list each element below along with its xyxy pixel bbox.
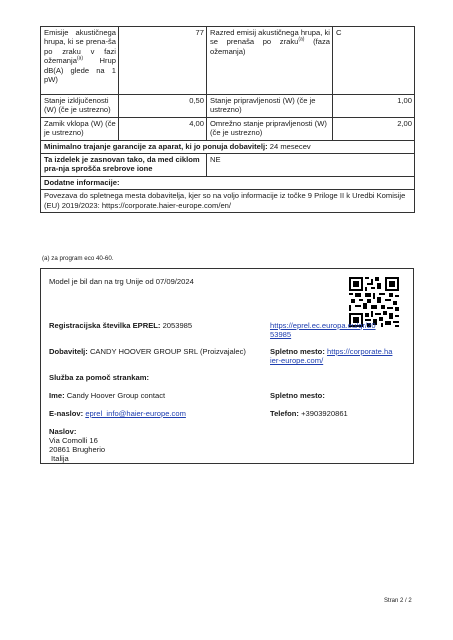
warranty-label: Minimalno trajanje garancije za aparat, ki jo ponuja dobavitelj: [44, 141, 268, 151]
noise-emission-label: Emisije akustičnega hrupa, ki se prena-ša po zraku v fazi ožemanja$^{(a)}$ Hrup dB(A) glede na 1 pW) [41, 27, 119, 95]
delay-start-label: Zamik vklopa (W) (če je ustrezno) [41, 117, 119, 140]
table-row [41, 27, 415, 95]
table-row [41, 140, 415, 153]
table-row [41, 154, 415, 177]
website-link-cont[interactable]: ier-europe.com/ [270, 356, 324, 366]
table-row [41, 176, 415, 189]
standby-value: 1,00 [333, 95, 415, 118]
networked-standby-label: Omrežno stanje pripravljenosti (W) (če je ustrezno) [207, 117, 333, 140]
address-street: Via Comolli 16 [49, 436, 98, 445]
service-website-label: Spletno mesto: [270, 391, 325, 400]
additional-info-label: Dodatne informacije: [41, 176, 415, 189]
table-row [41, 190, 415, 213]
address-city: 20861 Brugherio [49, 445, 106, 454]
table-row [41, 117, 415, 140]
delay-start-value: 4,00 [119, 117, 207, 140]
page-number: Stran 2 / 2 [384, 598, 412, 604]
email-line: E-naslov: eprel_info@haier-europe.com [49, 409, 186, 418]
address-label: Naslov: [49, 427, 77, 436]
email-link[interactable]: eprel_info@haier-europe.com [85, 409, 186, 418]
off-mode-label: Stanje izklju​čenosti (W) (če je ustrezno) [41, 95, 119, 118]
footnote: (a) za program eco 40-60. [42, 255, 114, 262]
silver-ions-label: Ta izdelek je zasnovan tako, da med ciklom pra-nja sprošča srebrove ione [41, 154, 207, 177]
standby-label: Stanje pripravljenosti (W) (če je ustrezno) [207, 95, 333, 118]
phone-line: Telefon: +3903920861 [270, 409, 348, 418]
spec-table [40, 26, 415, 213]
qr-code-icon[interactable] [349, 277, 399, 327]
noise-emission-value: 77 [119, 27, 207, 95]
supplier-info-box [40, 268, 414, 464]
off-mode-value: 0,50 [119, 95, 207, 118]
website-link[interactable]: https://corporate.ha [326, 347, 393, 356]
silver-ions-value: NE [207, 154, 415, 177]
supplier-line: Dobavitelj: CANDY HOOVER GROUP SRL (Proizvajalec) [49, 347, 246, 356]
networked-standby-value: 2,00 [333, 117, 415, 140]
contact-name-line: Ime: Candy Hoover Group contact [49, 391, 166, 400]
table-row [41, 95, 415, 118]
customer-service-label: Služba za pomoč strankam: [49, 373, 150, 382]
warranty-value: 24 mesecev [269, 141, 311, 151]
website-line: Spletno mesto: https://corporate.ha ier-europe.com/ [270, 347, 393, 366]
warranty-cell [41, 140, 415, 153]
eprel-link[interactable]: https://eprel.ec.europa.eu/qr/20 53985 [270, 321, 376, 340]
market-date: Model je bil dan na trg Unije od 07/09/2024 [49, 277, 194, 286]
noise-class-value: C [333, 27, 415, 95]
address-country: Italija [51, 454, 69, 463]
noise-class-label: Razred emisij akustičnega hrupa, ki se prenaša po zraku$^{(a)}$ (faza ožemanja) [207, 27, 333, 95]
additional-info-text: Povezava do spletnega mesta dobavitelja, kjer so na voljo informacije iz točke 9 Priloge II k Uredbi Komisije (EU) 2019/2023: https://corporate.haier-europe.com/en/ [41, 190, 415, 213]
eprel-line: Registracijska številka EPREL: 2053985 [49, 321, 193, 330]
eprel-number: 2053985 [162, 321, 193, 330]
